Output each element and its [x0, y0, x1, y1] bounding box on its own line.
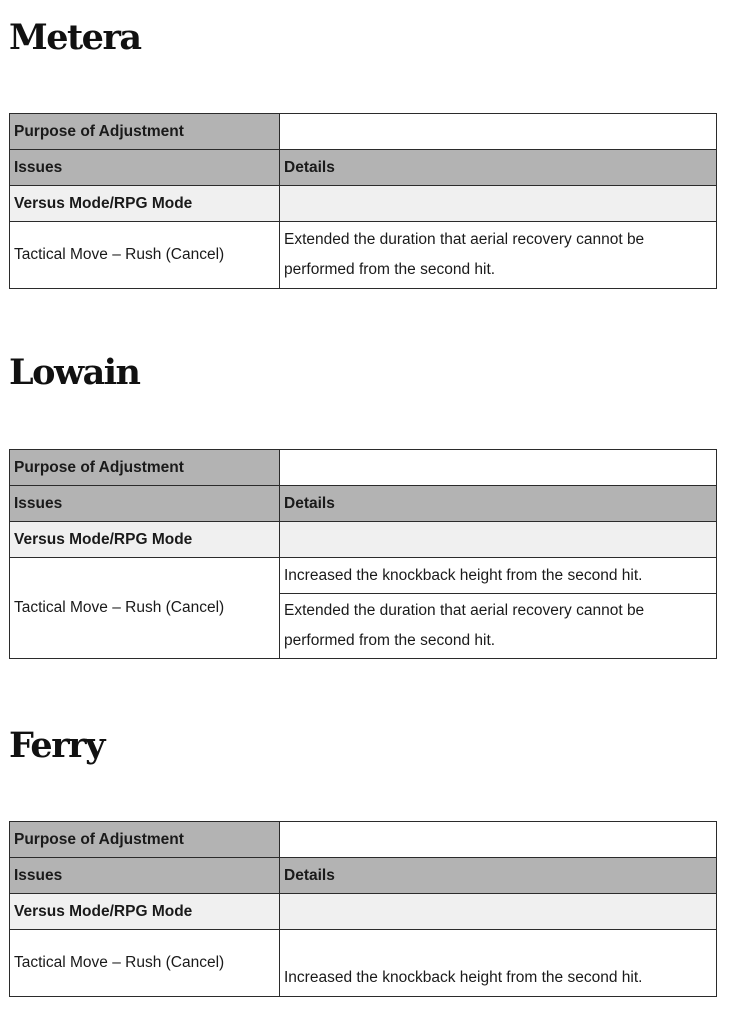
details-header: Details — [280, 486, 717, 522]
section-title-lowain: Lowain — [9, 352, 140, 393]
purpose-value — [280, 114, 717, 150]
mode-value — [280, 894, 717, 930]
issues-header: Issues — [10, 486, 280, 522]
mode-label: Versus Mode/RPG Mode — [10, 186, 280, 222]
details-header: Details — [280, 858, 717, 894]
section-title-ferry: Ferry — [9, 725, 104, 766]
purpose-label: Purpose of Adjustment — [10, 822, 280, 858]
issues-header: Issues — [10, 858, 280, 894]
purpose-value — [280, 822, 717, 858]
detail-text: Increased the knockback height from the second hit. — [280, 930, 717, 997]
issues-header: Issues — [10, 150, 280, 186]
adjustment-table-metera — [9, 113, 717, 289]
mode-value — [280, 186, 717, 222]
detail-text: Extended the duration that aerial recovery cannot be performed from the second hit. — [280, 222, 717, 289]
move-name: Tactical Move – Rush (Cancel) — [10, 558, 280, 659]
adjustment-table-lowain — [9, 449, 717, 659]
purpose-value — [280, 450, 717, 486]
detail-text: Increased the knockback height from the second hit. — [280, 558, 717, 594]
detail-text: Extended the duration that aerial recovery cannot be performed from the second hit. — [280, 594, 717, 659]
move-name: Tactical Move – Rush (Cancel) — [10, 930, 280, 997]
move-name: Tactical Move – Rush (Cancel) — [10, 222, 280, 289]
mode-value — [280, 522, 717, 558]
mode-label: Versus Mode/RPG Mode — [10, 522, 280, 558]
adjustment-table-ferry — [9, 821, 717, 997]
purpose-label: Purpose of Adjustment — [10, 114, 280, 150]
section-title-metera: Metera — [9, 17, 141, 58]
mode-label: Versus Mode/RPG Mode — [10, 894, 280, 930]
details-header: Details — [280, 150, 717, 186]
purpose-label: Purpose of Adjustment — [10, 450, 280, 486]
